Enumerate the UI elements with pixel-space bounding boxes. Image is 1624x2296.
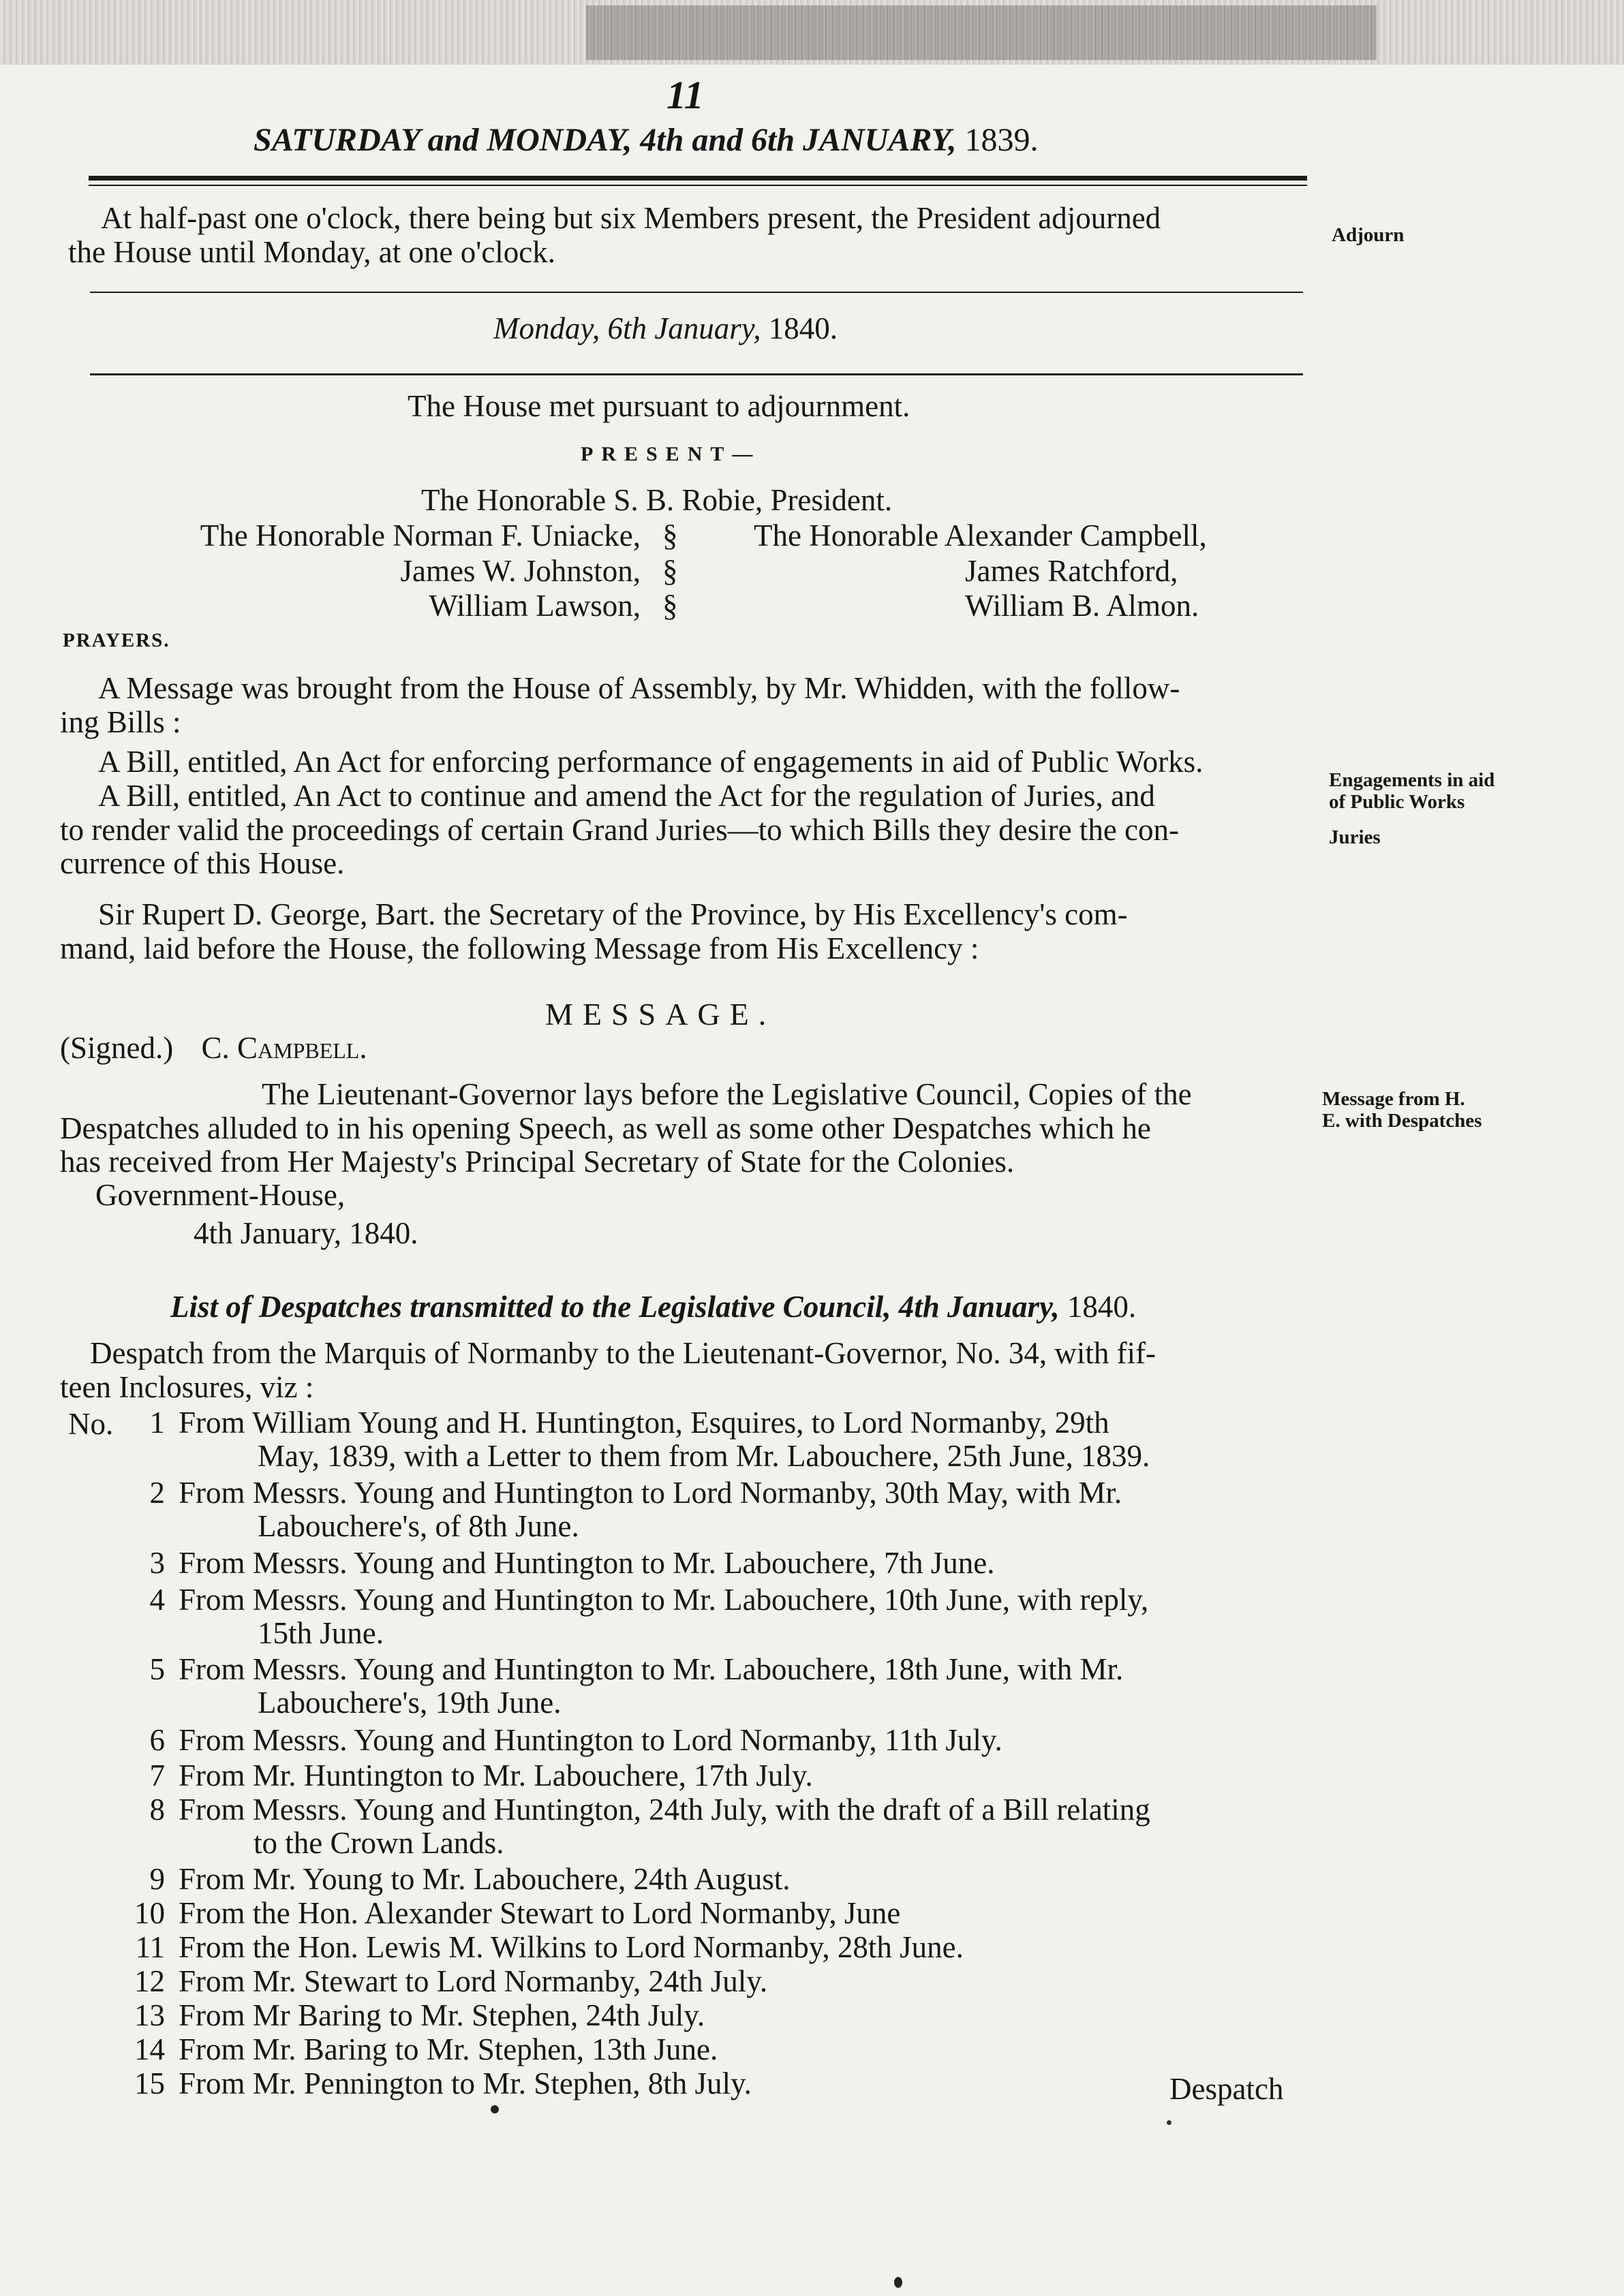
list-item-text: From Messrs. Young and Huntington to Mr. Labouchere, 7th June. xyxy=(179,1546,995,1580)
list-item xyxy=(124,1966,767,1997)
message-brought-line-2: ing Bills : xyxy=(60,704,181,739)
list-item-number: 10 xyxy=(134,1896,165,1930)
bill-1: A Bill, entitled, An Act for enforcing performance of engagements in aid of Public Works. xyxy=(98,745,1204,779)
list-item-text: From Mr. Baring to Mr. Stephen, 13th June. xyxy=(179,2032,718,2066)
list-item-continuation: May, 1839, with a Letter to them from Mr. Labouchere, 25th June, 1839. xyxy=(258,1439,1150,1473)
running-head-days: SATURDAY and MONDAY, xyxy=(254,122,632,158)
list-item-number: 15 xyxy=(134,2066,165,2100)
list-item-text: From Messrs. Young and Huntington to Lord Normanby, 30th May, with Mr. xyxy=(179,1476,1122,1510)
list-item xyxy=(124,1585,1148,1615)
gov-date-line: 4th January, 1840. xyxy=(194,1215,418,1250)
list-item-text: From Mr. Huntington to Mr. Labouchere, 17th July. xyxy=(179,1758,813,1793)
signed-name: C. Campbell. xyxy=(201,1031,367,1065)
list-item-number: 11 xyxy=(135,1930,165,1964)
message-brought-line-1: A Message was brought from the House of Assembly, by Mr. Whidden, with the follow- xyxy=(98,671,1180,705)
list-item-number: 8 xyxy=(149,1793,165,1827)
list-item-number: 7 xyxy=(149,1758,165,1793)
house-met-line: The House met pursuant to adjournment. xyxy=(408,389,910,423)
list-item-text: From Mr. Pennington to Mr. Stephen, 8th July. xyxy=(179,2066,752,2100)
list-item-text: From Messrs. Young and Huntington to Mr. Labouchere, 18th June, with Mr. xyxy=(179,1652,1124,1686)
margin-engagements-line-1: Engagements in aid xyxy=(1329,769,1495,791)
members-right xyxy=(702,519,1274,623)
list-item-text: From William Young and H. Huntington, Esquires, to Lord Normanby, 29th xyxy=(179,1406,1109,1440)
ink-speck xyxy=(491,2105,499,2113)
list-item-text: From Mr. Young to Mr. Labouchere, 24th August. xyxy=(179,1862,791,1896)
government-house xyxy=(95,1179,418,1250)
member-sep-2: § xyxy=(662,553,678,588)
list-item-number: 1 xyxy=(149,1406,165,1440)
member-sep-3: § xyxy=(662,589,678,623)
list-item-number: 14 xyxy=(134,2032,165,2066)
margin-message-line-1: Message from H. xyxy=(1322,1088,1465,1110)
date-heading xyxy=(493,311,838,346)
list-item-text: From the Hon. Alexander Stewart to Lord Normanby, June xyxy=(179,1896,901,1930)
member-left-2: James W. Johnston, xyxy=(400,553,641,588)
header-rule-thick xyxy=(89,176,1307,181)
list-item xyxy=(124,1478,1122,1508)
member-sep-1: § xyxy=(662,518,678,553)
margin-note-adjourn: Adjourn xyxy=(1332,224,1405,246)
margin-note-message xyxy=(1322,1089,1482,1132)
secretary-line-1: Sir Rupert D. George, Bart. the Secretary of the Province, by His Excellency's com- xyxy=(98,897,1128,931)
date-heading-day: Monday, xyxy=(493,311,600,345)
list-item xyxy=(124,2068,752,2099)
list-item-continuation: Labouchere's, of 8th June. xyxy=(258,1509,579,1543)
list-item xyxy=(124,1654,1123,1685)
message-text-line-2: Despatches alluded to in his opening Speech, as well as some other Despatches which he xyxy=(60,1111,1151,1145)
list-item xyxy=(124,2000,705,2031)
message-text xyxy=(60,1078,1314,1179)
header-rule-thin xyxy=(89,185,1307,186)
date-heading-date: 6th January, xyxy=(607,311,761,345)
bill-2 xyxy=(60,779,1314,881)
catchword: Despatch xyxy=(1169,2072,1284,2106)
list-item xyxy=(124,1725,1002,1756)
margin-note-engagements xyxy=(1329,770,1495,813)
list-item xyxy=(124,1864,791,1895)
list-title-text: List of Despatches transmitted to the Legislative Council, 4th January, xyxy=(170,1290,1060,1324)
list-item-continuation: Labouchere's, 19th June. xyxy=(258,1686,562,1720)
running-head-year: 1839. xyxy=(964,122,1039,158)
present-label: PRESENT— xyxy=(581,443,761,465)
list-item-text: From Mr Baring to Mr. Stephen, 24th July. xyxy=(179,1998,705,2032)
bill-2-line-1: A Bill, entitled, An Act to continue and amend the Act for the regulation of Juries, and xyxy=(98,779,1155,813)
list-item xyxy=(124,1795,1150,1825)
list-item-number: 3 xyxy=(149,1546,165,1580)
member-right-2: James Ratchford, xyxy=(965,553,1178,588)
list-item-number: 5 xyxy=(149,1652,165,1686)
running-head xyxy=(254,121,1038,159)
despatch-intro xyxy=(60,1337,1314,1404)
despatch-list xyxy=(68,1408,1315,2089)
list-item xyxy=(124,1932,964,1963)
president-line: The Honorable S. B. Robie, President. xyxy=(421,483,893,517)
message-text-line-3: has received from Her Majesty's Principal Secretary of State for the Colonies. xyxy=(60,1145,1015,1179)
message-heading: MESSAGE. xyxy=(545,997,776,1031)
adjourn-paragraph xyxy=(68,202,1315,269)
list-item xyxy=(124,2034,718,2065)
members-left xyxy=(134,519,641,623)
members-separator xyxy=(662,519,683,623)
date-heading-year: 1840. xyxy=(768,311,838,345)
rule-1 xyxy=(90,292,1303,293)
adjourn-line-2: the House until Monday, at one o'clock. xyxy=(68,234,556,269)
list-item-number: 2 xyxy=(149,1476,165,1510)
list-item-number: 6 xyxy=(149,1723,165,1757)
list-item-number: 9 xyxy=(149,1862,165,1896)
signed-label: (Signed.) xyxy=(60,1031,174,1065)
running-head-dates: 4th and 6th JANUARY, xyxy=(640,122,957,158)
member-right-1: The Honorable Alexander Campbell, xyxy=(754,518,1207,553)
list-title xyxy=(170,1289,1136,1324)
bill-2-line-3: currence of this House. xyxy=(60,846,345,880)
secretary-paragraph xyxy=(60,898,1314,965)
adjourn-line-1: At half-past one o'clock, there being but six Members present, the President adjourned xyxy=(101,201,1161,235)
ink-speck xyxy=(894,2277,902,2288)
list-item-text: From the Hon. Lewis M. Wilkins to Lord Normanby, 28th June. xyxy=(179,1930,964,1964)
list-item-number: 4 xyxy=(149,1583,165,1617)
list-item-text: From Messrs. Young and Huntington, 24th July, with the draft of a Bill relating xyxy=(179,1793,1150,1827)
list-item xyxy=(124,1898,900,1929)
message-brought-paragraph xyxy=(60,672,1314,739)
list-item-text: From Messrs. Young and Huntington to Mr. Labouchere, 10th June, with reply, xyxy=(179,1583,1149,1617)
despatch-intro-line-1: Despatch from the Marquis of Normanby to the Lieutenant-Governor, No. 34, with fif- xyxy=(90,1336,1156,1370)
gov-house-line: Government-House, xyxy=(95,1178,346,1212)
list-item-number: 13 xyxy=(134,1998,165,2032)
list-title-year: 1840. xyxy=(1067,1290,1137,1324)
message-text-line-1: The Lieutenant-Governor lays before the Legislative Council, Copies of the xyxy=(262,1077,1192,1111)
list-item xyxy=(124,1548,994,1579)
margin-message-line-2: E. with Despatches xyxy=(1322,1109,1482,1132)
scan-dark-band xyxy=(586,5,1377,60)
despatch-list-end xyxy=(68,2068,1315,2109)
margin-engagements-line-2: of Public Works xyxy=(1329,790,1465,813)
signed-line xyxy=(60,1031,367,1066)
list-item xyxy=(124,1760,813,1791)
list-item-text: From Messrs. Young and Huntington to Lord Normanby, 11th July. xyxy=(179,1723,1002,1757)
margin-note-juries: Juries xyxy=(1329,826,1381,848)
member-right-3: William B. Almon. xyxy=(965,589,1199,623)
ink-speck xyxy=(1167,2120,1171,2125)
prayers-label: PRAYERS. xyxy=(63,630,170,651)
despatch-intro-line-2: teen Inclosures, viz : xyxy=(60,1369,314,1404)
page-number: 11 xyxy=(667,73,704,117)
member-left-3: William Lawson, xyxy=(429,589,641,623)
bill-2-line-2: to render valid the proceedings of certain Grand Juries—to which Bills they desire the con- xyxy=(60,812,1179,847)
list-item-continuation: 15th June. xyxy=(258,1616,384,1650)
member-left-1: The Honorable Norman F. Uniacke, xyxy=(200,518,641,553)
list-item-text: From Mr. Stewart to Lord Normanby, 24th July. xyxy=(179,1964,768,1998)
list-item xyxy=(124,1408,1109,1438)
secretary-line-2: mand, laid before the House, the following Message from His Excellency : xyxy=(60,931,979,965)
rule-2 xyxy=(90,373,1303,375)
list-item-number: 12 xyxy=(134,1964,165,1998)
despatch-no-label: No. xyxy=(68,1407,114,1441)
list-item-continuation: to the Crown Lands. xyxy=(254,1826,504,1860)
